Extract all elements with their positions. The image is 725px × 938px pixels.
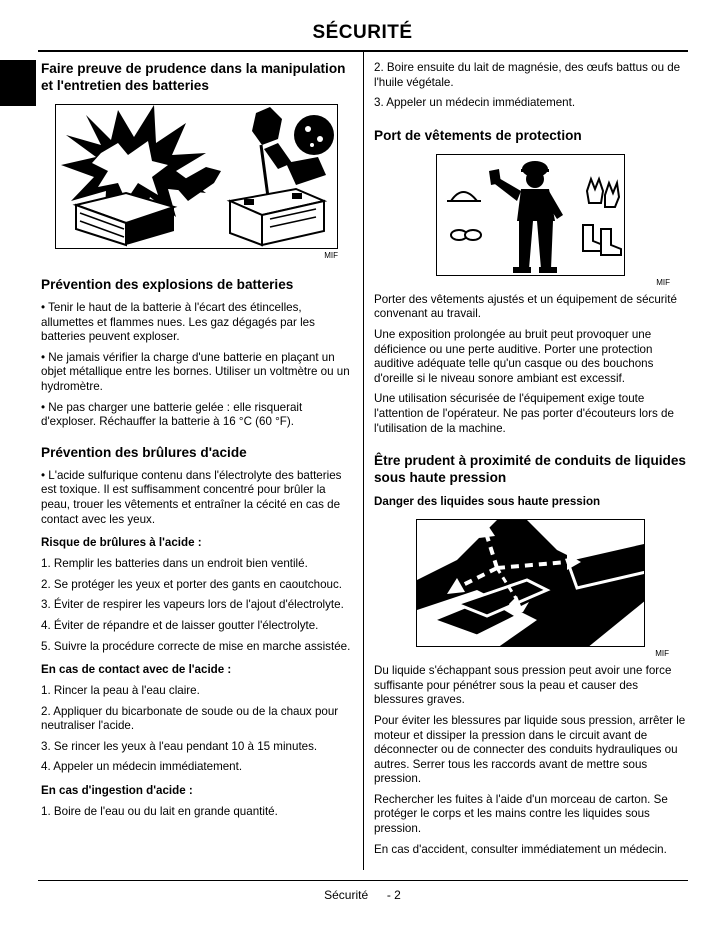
footer-section: Sécurité xyxy=(324,888,369,902)
paragraph: Pour éviter les blessures par liquide sous pression, arrêter le moteur et dissiper la pression dans le circuit avant de déconnecter ou de connecter des conduits hydrauliques ou autres. Serrer tous les raccords avant de mettre sous pression. xyxy=(374,713,686,786)
battery-explosion-figure xyxy=(55,104,338,249)
protective-clothing-figure xyxy=(436,154,625,276)
list-item: 3. Appeler un médecin immédiatement. xyxy=(374,96,576,110)
list-item: 1. Remplir les batteries dans un endroit bien ventilé. xyxy=(41,557,308,571)
page-title: SÉCURITÉ xyxy=(312,22,413,43)
right-column xyxy=(374,61,689,863)
list-item: 4. Appeler un médecin immédiatement. xyxy=(41,760,243,774)
high-pressure-heading: Être prudent à proximité de conduits de liquides sous haute pression xyxy=(374,453,686,486)
protective-clothing-illustration xyxy=(437,155,625,276)
paragraph: • Ne jamais vérifier la charge d'une batterie en plaçant un objet métallique entre les bornes. Utiliser un voltmètre ou un hydromètre. xyxy=(41,350,350,393)
paragraph: Du liquide s'échappant sous pression peut avoir une force suffisante pour pénétrer sous la peau et causer des blessures graves. xyxy=(374,664,672,707)
list-item: 5. Suivre la procédure correcte de mise en marche assistée. xyxy=(41,639,351,653)
high-pressure-figure xyxy=(416,519,645,647)
figure-label: MIF xyxy=(656,277,670,287)
high-pressure-illustration xyxy=(417,520,645,647)
paragraph: En cas d'accident, consulter immédiatement un médecin. xyxy=(374,842,667,856)
list-item: 3. Éviter de respirer les vapeurs lors de l'ajout d'électrolyte. xyxy=(41,598,344,612)
list-item: 2. Se protéger les yeux et porter des gants en caoutchouc. xyxy=(41,577,342,591)
list-item: 2. Boire ensuite du lait de magnésie, des œufs battus ou de l'huile végétale. xyxy=(374,61,681,89)
battery-explosion-heading: Prévention des explosions de batteries xyxy=(41,277,294,292)
acid-risk-heading: Risque de brûlures à l'acide : xyxy=(41,536,202,550)
paragraph: • Ne pas charger une batterie gelée : elle risquerait d'exploser. Réchauffer la batterie à 16 °C (60 °F). xyxy=(41,400,303,429)
list-item: 3. Se rincer les yeux à l'eau pendant 10 à 15 minutes. xyxy=(41,739,318,753)
left-column xyxy=(41,60,354,826)
page-number: - 2 xyxy=(386,888,401,902)
footer-rule xyxy=(38,880,688,881)
paragraph: • L'acide sulfurique contenu dans l'électrolyte des batteries est toxique. Il est suffisamment concentré pour brûler la peau, trouer les vêtements et entraîner la cécité en cas de contact avec les yeux. xyxy=(41,468,342,526)
column-divider xyxy=(363,52,364,870)
list-item: 4. Éviter de répandre et de laisser goutter l'électrolyte. xyxy=(41,618,319,632)
section-tab xyxy=(0,60,36,106)
figure-label: MIF xyxy=(655,649,669,659)
list-item: 1. Rincer la peau à l'eau claire. xyxy=(41,684,200,698)
paragraph: • Tenir le haut de la batterie à l'écart des étincelles, allumettes et flammes nues. Les gaz dégagés par les batteries peuvent exploser. xyxy=(41,301,315,344)
footer xyxy=(0,888,725,902)
list-item: 1. Boire de l'eau ou du lait en grande quantité. xyxy=(41,805,278,819)
paragraph: Porter des vêtements ajustés et un équipement de sécurité convenant au travail. xyxy=(374,292,677,321)
list-item: 2. Appliquer du bicarbonate de soude ou de la chaux pour neutraliser l'acide. xyxy=(41,704,339,733)
figure-label: MIF xyxy=(324,251,338,260)
high-pressure-subheading: Danger des liquides sous haute pression xyxy=(374,495,601,509)
battery-explosion-illustration xyxy=(56,105,338,249)
protective-clothing-heading: Port de vêtements de protection xyxy=(374,127,582,143)
paragraph: Une exposition prolongée au bruit peut provoquer une déficience ou une perte auditive. Porter une protection auditive adéquate telle qu'un casque ou des bouchons d'oreille si le niveau sonore ambiant est excessif. xyxy=(374,327,654,385)
acid-burn-heading: Prévention des brûlures d'acide xyxy=(41,444,247,460)
battery-care-heading: Faire preuve de prudence dans la manipulation et l'entretien des batteries xyxy=(41,61,346,93)
paragraph: Rechercher les fuites à l'aide d'un morceau de carton. Se protéger le corps et les mains contre les liquides sous pression. xyxy=(374,792,668,836)
acid-contact-heading: En cas de contact avec de l'acide : xyxy=(41,663,232,677)
paragraph: Une utilisation sécurisée de l'équipement exige toute l'attention de l'opérateur. Ne pas porter d'écouteurs lors de l'utilisation de la machine. xyxy=(374,392,674,435)
acid-ingestion-heading: En cas d'ingestion d'acide : xyxy=(41,784,193,798)
